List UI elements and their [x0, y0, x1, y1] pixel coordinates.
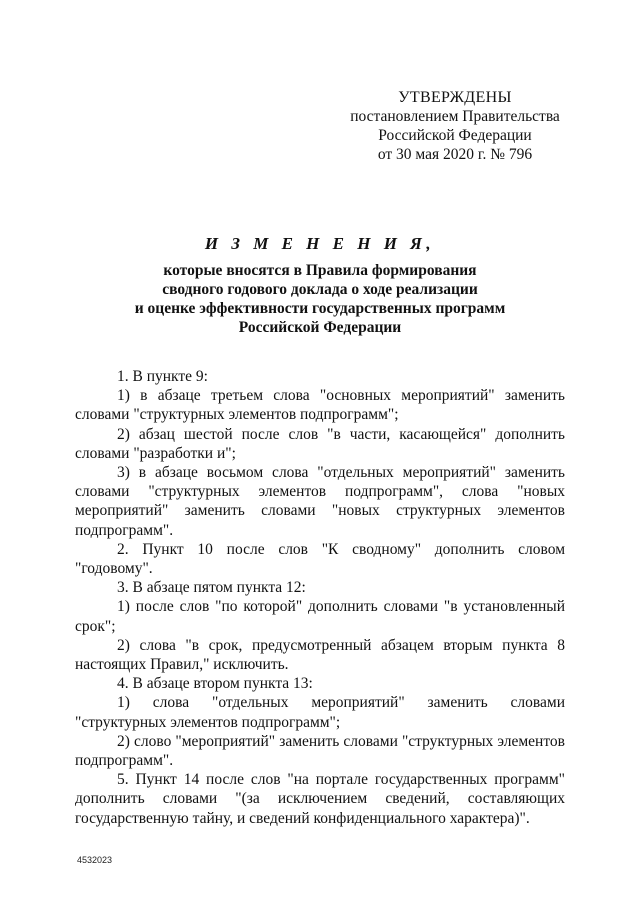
paragraph-3: 3. В абзаце пятом пункта 12:	[117, 579, 306, 597]
paragraph-4: 4. В абзаце втором пункта 13:	[117, 675, 313, 693]
approval-line-date: от 30 мая 2020 г. № 796	[377, 146, 533, 163]
paragraph-2: 2. Пункт 10 после слов "К сводному" дополнить словом "годовому".	[75, 540, 565, 578]
paragraph-1-3: 3) в абзаце восьмом слова "отдельных мероприятий" заменить словами "структурных элементов подпрограмм", слова "новых мероприятий" заменить словами "новых структурных элементов подпрограмм".	[75, 464, 565, 539]
paragraph-1-2: 2) абзац шестой после слов "в части, касающейся" дополнить словами "разработки и";	[75, 425, 565, 462]
heading-line-1: которые вносятся в Правила формирования	[163, 262, 477, 279]
approval-line-decree: постановлением Правительства	[350, 108, 560, 125]
document-heading	[60, 234, 580, 337]
document-title: И З М Е Н Е Н И Я,	[204, 234, 436, 253]
paragraph-5: 5. Пункт 14 после слов "на портале государственных программ" дополнить словами "(за исключением сведений, составляющих государственную тайну, и сведений конфиденциального характера)".	[75, 771, 565, 827]
heading-line-3: и оценке эффективности государственных программ	[134, 300, 506, 317]
paragraph-4-2: 2) слово "мероприятий" заменить словами "структурных элементов подпрограмм".	[75, 732, 565, 770]
approval-title: УТВЕРЖДЕНЫ	[398, 89, 512, 106]
document-number: 4532023	[77, 855, 113, 865]
heading-line-4: Российской Федерации	[238, 319, 402, 336]
heading-line-2: сводного годового доклада о ходе реализации	[162, 281, 478, 298]
paragraph-3-2: 2) слова "в срок, предусмотренный абзацем вторым пункта 8 настоящих Правил," исключить.	[75, 636, 565, 674]
document-body	[75, 367, 565, 828]
paragraph-1-1: 1) в абзаце третьем слова "основных мероприятий" заменить словами "структурных элементов подпрограмм";	[75, 387, 565, 424]
approval-line-country: Российской Федерации	[378, 127, 532, 144]
approval-block	[340, 88, 570, 164]
paragraph-4-1: 1) слова "отдельных мероприятий" заменить словами "структурных элементов подпрограмм";	[75, 694, 565, 731]
paragraph-3-1: 1) после слов "по которой" дополнить словами "в установленный срок";	[75, 598, 565, 635]
paragraph-1: 1. В пункте 9:	[117, 368, 208, 385]
